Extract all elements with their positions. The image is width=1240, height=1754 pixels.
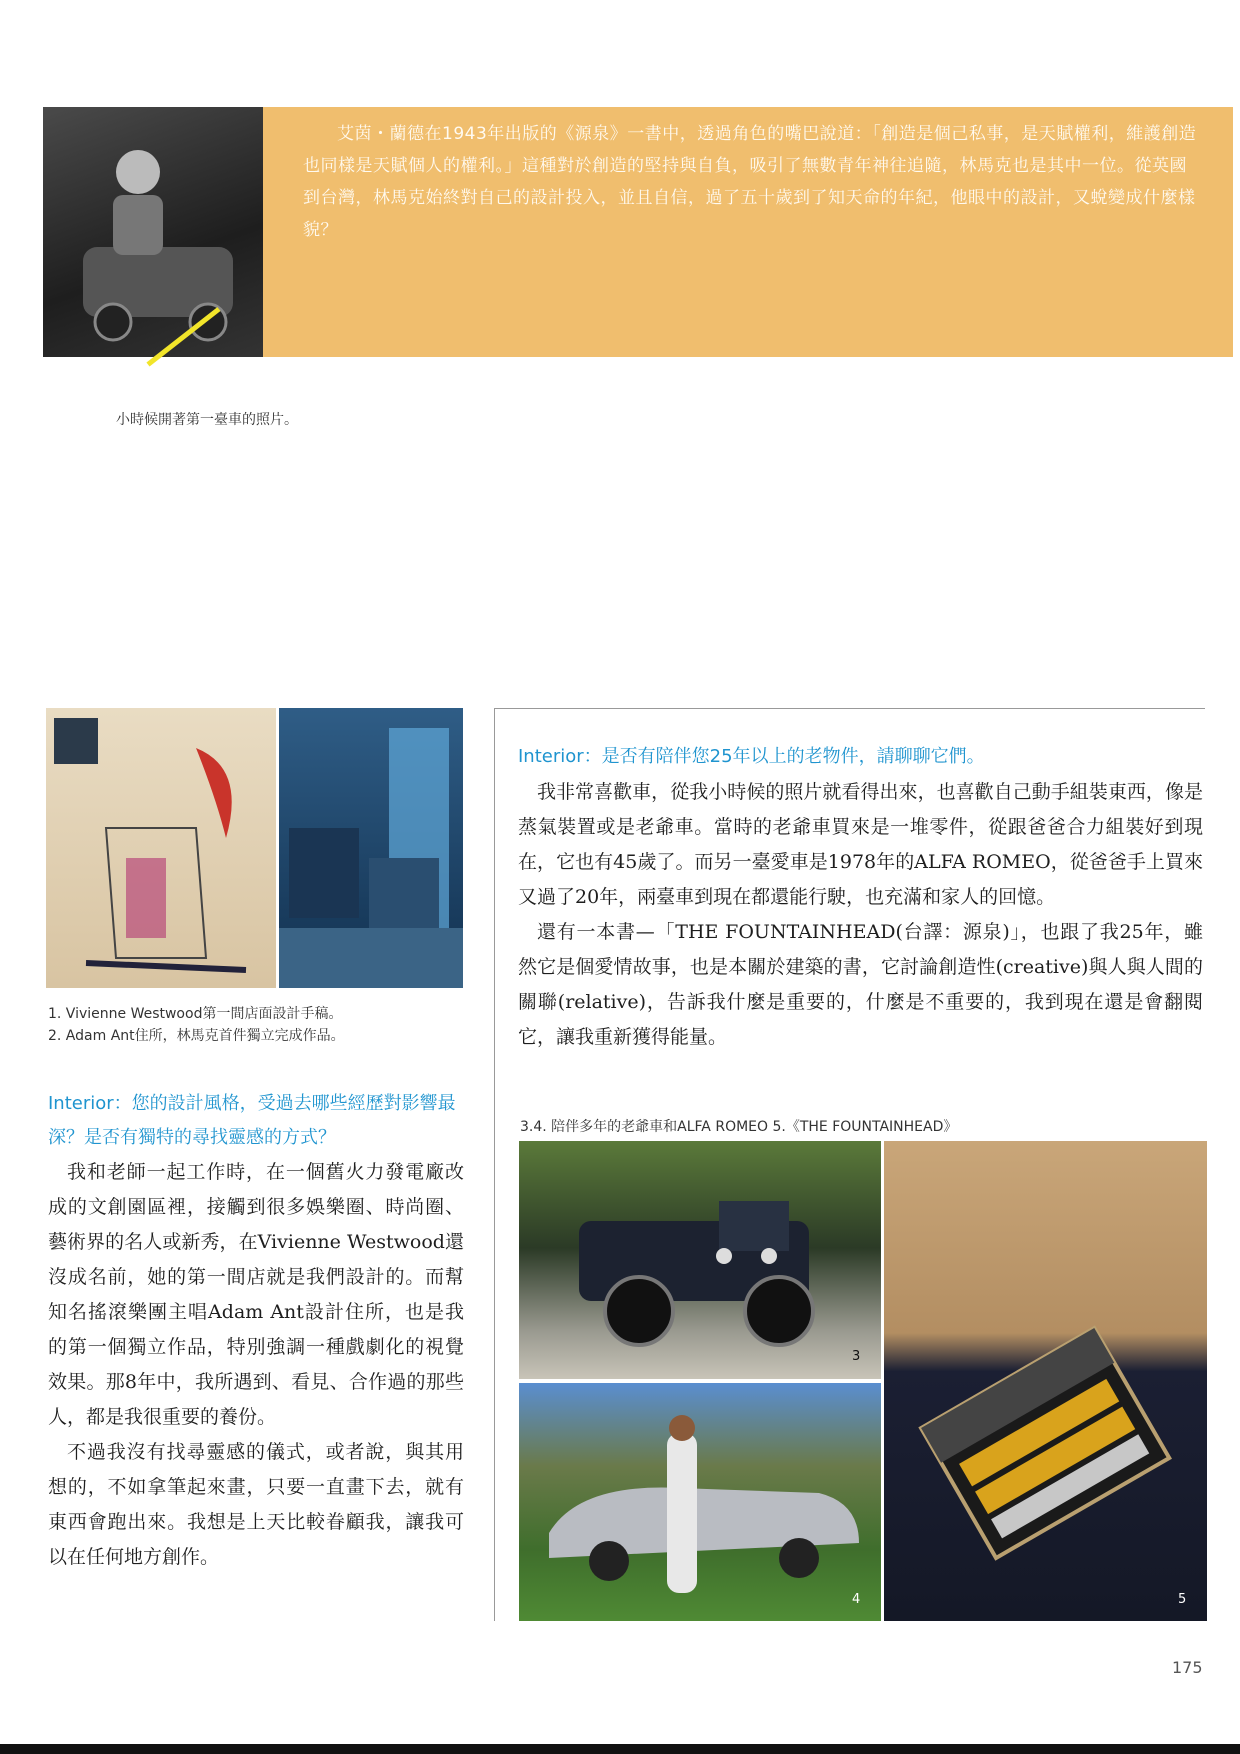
- intro-paragraph: 艾茵・蘭德在1943年出版的《源泉》一書中，透過角色的嘴巴說道：「創造是個己私事，是天賦權利，維護創造也同樣是天賦個人的權利。」這種對於創造的堅持與自負，吸引了無數青年神往追隨，林馬克也是其中一位。從英國到台灣，林馬克始終對自己的設計投入，並且自信，過了五十歲到了知天命的年紀，他眼中的設計，又蛻變成什麼樣貌？: [303, 124, 1197, 240]
- caption-1: 1. Vivienne Westwood第一間店面設計手稿。: [48, 1006, 343, 1022]
- adam-ant-residence-image: [279, 708, 463, 988]
- page-number: 175: [1172, 1658, 1203, 1677]
- fountainhead-book-image: [884, 1141, 1207, 1621]
- answer-1-paragraph-2: 不過我沒有找尋靈感的儀式，或者說，與其用想的，不如拿筆起來畫，只要一直畫下去，就有東西會跑出來。我想是上天比較眷顧我，讓我可以在任何地方創作。: [48, 1441, 464, 1568]
- caption-2: 2. Adam Ant住所，林馬克首件獨立完成作品。: [48, 1028, 345, 1044]
- answer-2-paragraph-1: 我非常喜歡車，從我小時候的照片就看得出來，也喜歡自己動手組裝東西，像是蒸氣裝置或是老爺車。當時的老爺車買來是一堆零件，從跟爸爸合力組裝好到現在，它也有45歲了。而另一臺愛車是1978年的ALFA ROMEO，從爸爸手上買來又過了20年，兩臺車到現在都還能行駛，也充滿和家人的回憶。: [518, 781, 1203, 908]
- alfa-romeo-image: [519, 1383, 881, 1621]
- question-2-heading: Interior：是否有陪伴您25年以上的老物件，請聊聊它們。: [518, 746, 985, 767]
- answer-2-text: [518, 775, 1203, 1055]
- childhood-car-photo: [43, 107, 263, 357]
- photo-number-3: 3: [852, 1349, 861, 1364]
- bottom-edge-bar: [0, 1744, 1240, 1754]
- photo-number-4: 4: [852, 1592, 861, 1607]
- answer-1-text: [48, 1155, 464, 1575]
- answer-2-paragraph-2: 還有一本書—「THE FOUNTAINHEAD(台譯：源泉)」，也跟了我25年，雖然它是個愛情故事，也是本關於建築的書，它討論創造性(creative)與人與人間的關聯(relative)，告訴我什麼是重要的，什麼是不重要的，我到現在還是會翻閱它，讓我重新獲得能量。: [518, 921, 1203, 1048]
- answer-1-paragraph-1: 我和老師一起工作時，在一個舊火力發電廠改成的文創園區裡，接觸到很多娛樂圈、時尚圈、藝術界的名人或新秀，在Vivienne Westwood還沒成名前，她的第一間店就是我們設計的。而幫知名搖滾樂團主唱Adam Ant設計住所，也是我的第一個獨立作品，特別強調一種戲劇化的視覺效果。那8年中，我所遇到、看見、合作過的那些人，都是我很重要的養份。: [48, 1161, 464, 1428]
- westwood-store-sketch-image: [46, 708, 276, 988]
- question-1-heading: Interior：您的設計風格，受過去哪些經歷對影響最深？是否有獨特的尋找靈感的方式？: [48, 1093, 456, 1148]
- left-image-captions: [48, 1003, 468, 1047]
- childhood-photo-caption: 小時候開著第一臺車的照片。: [116, 412, 298, 428]
- right-images-caption: 3.4. 陪伴多年的老爺車和ALFA ROMEO 5.《THE FOUNTAINHEAD》: [520, 1119, 958, 1135]
- vintage-car-image: [519, 1141, 881, 1379]
- photo-number-5: 5: [1178, 1592, 1187, 1607]
